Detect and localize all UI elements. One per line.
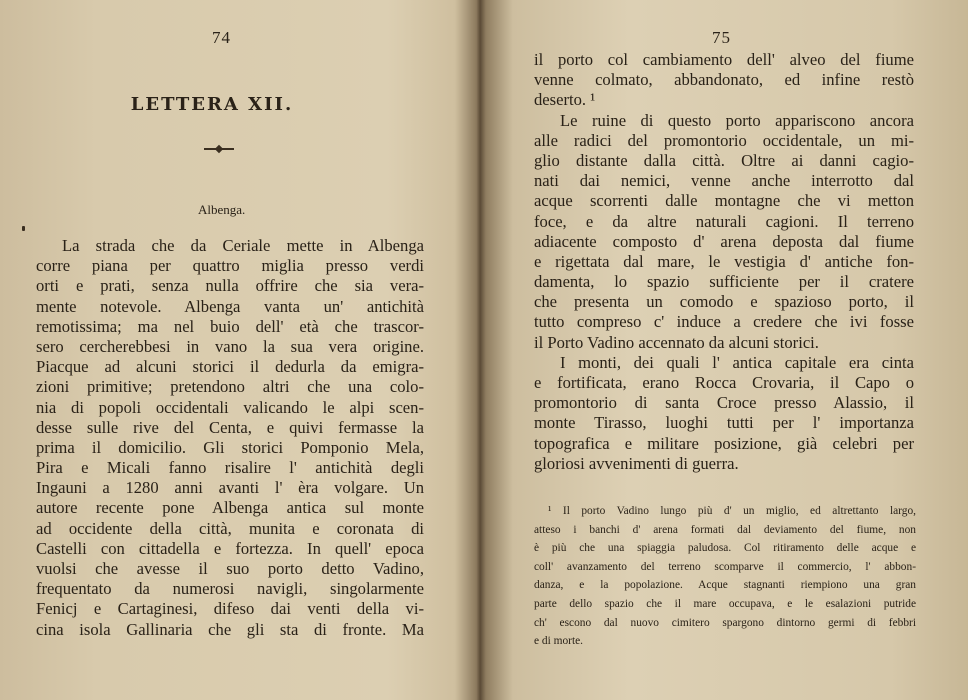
letter-title: LETTERA XII. — [130, 94, 294, 115]
text-line: Le ruine di questo porto appariscono ancora — [560, 110, 914, 130]
text-line: Ingauni a 1280 anni avanti l' èra volgare. Un — [36, 478, 424, 498]
text-line: zioni primitive; pretendono altri che una colo- — [36, 377, 424, 397]
text-line: foce, e da altre naturali cagioni. Il terreno — [534, 211, 914, 231]
text-line: remotissima; ma nel buio dell' età che trascor- — [36, 316, 424, 336]
footnote-line: è più che una spiaggia paludosa. Col ritiramento delle acque e — [534, 542, 916, 555]
text-line: monte Tirasso, luoghi tutti per l' importanza — [534, 413, 914, 433]
footnote-line: danza, e la popolazione. Acque stagnanti riempiono una gran — [534, 579, 916, 592]
text-line: il Porto Vadino accennato da alcuni storici. — [534, 332, 819, 352]
page-number-right: 75 — [712, 28, 731, 47]
left-body-text — [36, 236, 424, 640]
text-line: mente notevole. Albenga vanta un' antichità — [36, 296, 424, 316]
text-line: vuolsi che avesse il suo porto detto Vadino, — [36, 559, 424, 578]
text-line: cina isola Gallinaria che gli sta di fronte. Ma — [36, 619, 424, 639]
text-line: glio distante dalla città. Oltre ai danni cagio- — [534, 150, 914, 170]
text-line: frequentato da numerosi navigli, singolarmente — [36, 579, 424, 599]
footnote-line: ch' escono dal nuovo cimitero spargono dintorno germi di febbri — [534, 616, 916, 629]
page-number-left: 74 — [212, 28, 231, 47]
text-line: gloriosi avvenimenti di guerra. — [534, 453, 739, 473]
footnote-line: e di morte. — [534, 635, 584, 648]
right-page — [484, 0, 968, 700]
text-line: deserto. ¹ — [534, 90, 596, 110]
text-line: acque scorrenti dalle montagne che vi metton — [534, 191, 914, 211]
text-line: topografica e militare posizione, già celebri per — [534, 433, 914, 453]
text-line: Pira e Micali fanno risalire l' antichità degli — [36, 458, 424, 478]
text-line: che presenta un comodo e spazioso porto, il — [534, 292, 914, 312]
footnote-line: ¹ Il porto Vadino lungo più d' un miglio, ed altrettanto largo, — [548, 505, 916, 517]
footnote-line: coll' avanzamento del terreno scomparve il commercio, l' abbon- — [534, 560, 916, 573]
text-line: damenta, lo spazio sufficiente per il cratere — [534, 272, 914, 292]
footnote-line: atteso i banchi d' arena formati dal deviamento del fiume, non — [534, 523, 916, 536]
text-line: venne colmato, abbandonato, ed infine restò — [534, 70, 914, 90]
title-ornament-icon — [204, 148, 234, 153]
text-line: orti e prati, senza nulla offrire che sia vera- — [36, 276, 424, 296]
text-line: desse sulle rive del Centa, e quivi fermasse la — [36, 417, 424, 437]
text-line: sero cercherebbesi in vano la sua vera origine. — [36, 336, 424, 356]
text-line: Piacque ad alcuni storici il dedurla da emigra- — [36, 357, 424, 377]
text-line: il porto col cambiamento dell' alveo del fiume — [534, 50, 914, 69]
margin-mark — [22, 226, 25, 231]
text-line: La strada che da Ceriale mette in Albenga — [62, 236, 424, 255]
text-line: ad occidente della città, munita e coronata di — [36, 518, 424, 538]
text-line: e fortificata, erano Rocca Crovaria, il Capo o — [534, 373, 914, 392]
text-line: prima il domicilio. Gli storici Pomponio Mela, — [36, 437, 424, 457]
text-line: promontorio di santa Croce presso Alassio, il — [534, 393, 914, 413]
text-line: tutto compreso c' induce a credere che ivi fosse — [534, 312, 914, 332]
text-line: nia di popoli occidentali valicando le alpi scen- — [36, 397, 424, 417]
footnote — [534, 502, 916, 651]
text-line: nati dai nemici, venne anche interrotto dal — [534, 171, 914, 191]
text-line: e rigettata dal mare, le vestigia d' antiche fon- — [534, 251, 914, 271]
text-line: alle radici del promontorio occidentale, un mi- — [534, 130, 914, 150]
text-line: Castelli con cittadella e fortezza. In quell' epoca — [36, 538, 424, 558]
text-line: autore recente pone Albenga antica sul monte — [36, 498, 424, 518]
left-page — [0, 0, 476, 700]
footnote-line: parte dello spazio che il mare occupava, e le esalazioni putride — [534, 597, 916, 610]
place-subheading: Albenga. — [198, 202, 246, 217]
text-line: I monti, dei quali l' antica capitale era cinta — [560, 352, 914, 372]
text-line: Fenicj e Cartaginesi, difeso dai venti della vi- — [36, 599, 424, 619]
right-body-text — [534, 50, 914, 474]
text-line: corre piana per quattro miglia presso verdi — [36, 256, 424, 276]
text-line: adiacente composto d' arena deposta dal fiume — [534, 231, 914, 251]
